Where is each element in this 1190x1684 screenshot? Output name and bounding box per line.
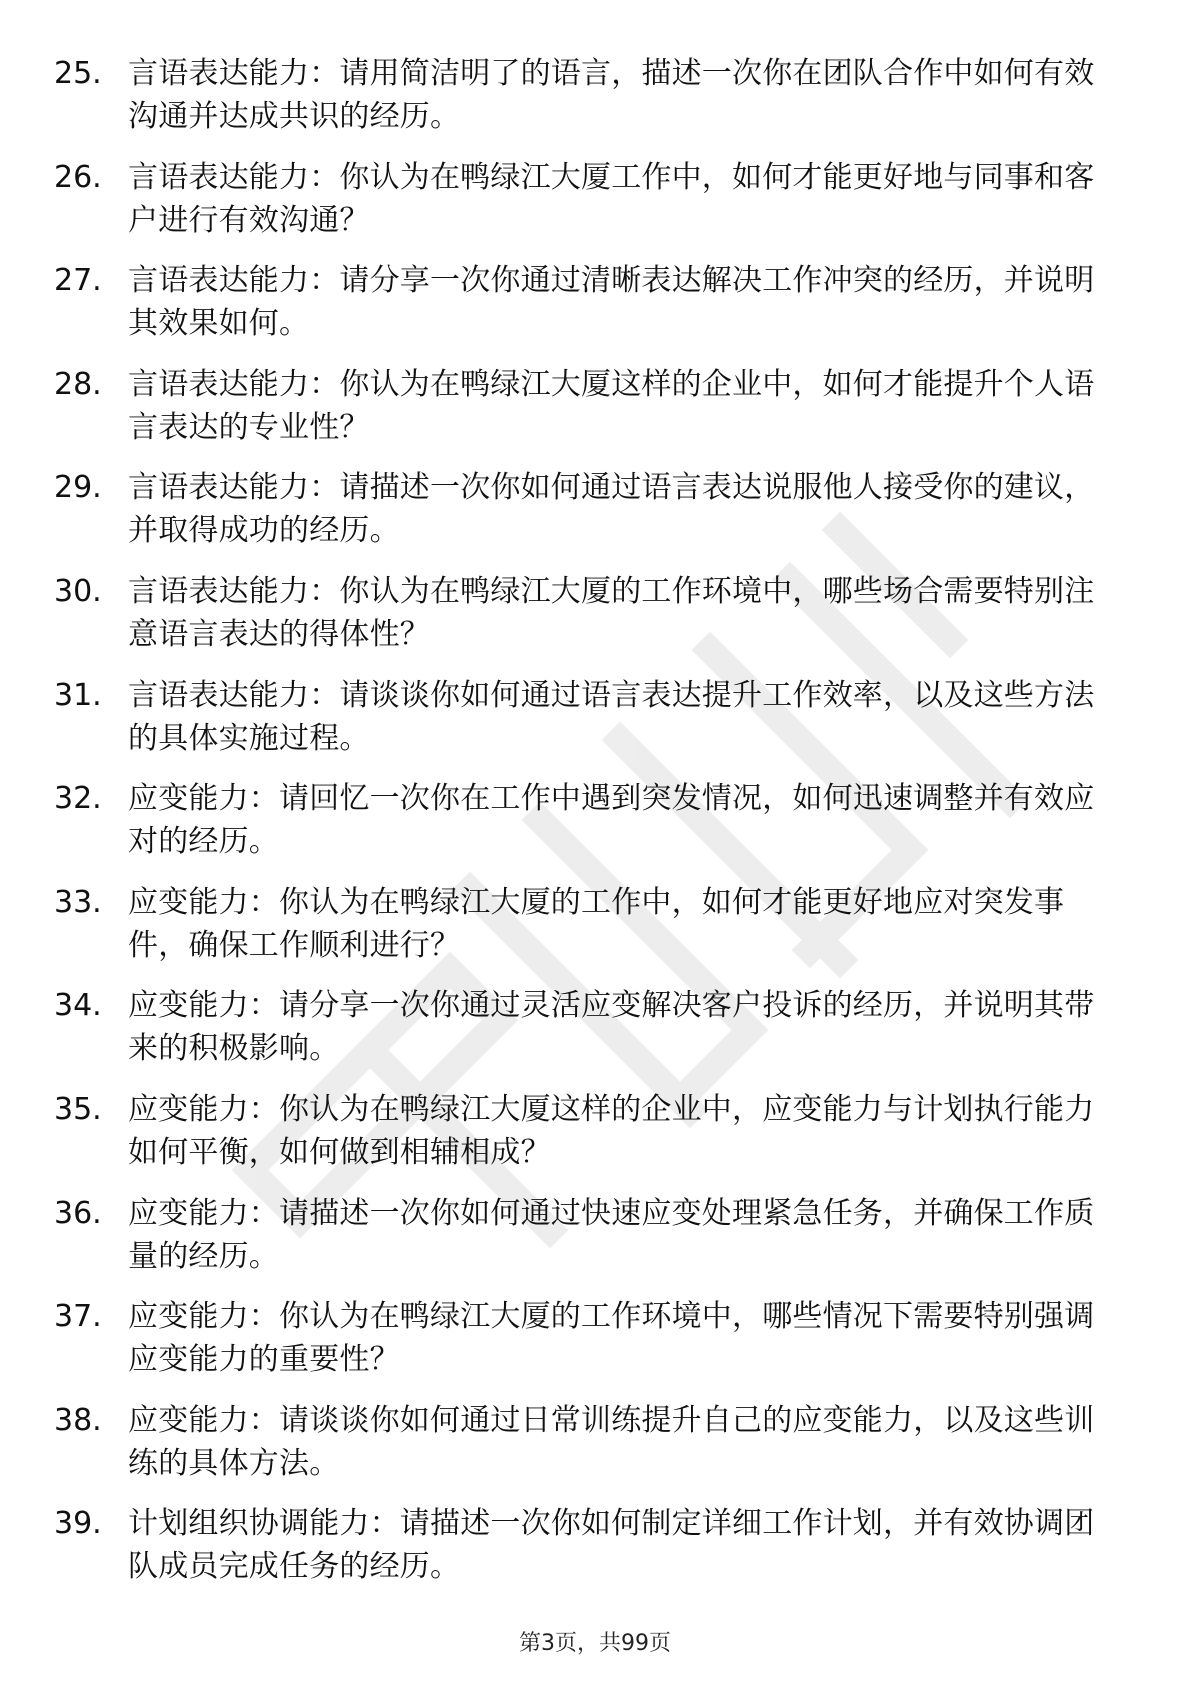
question-item-29 xyxy=(0,466,1190,570)
question-number: 35. xyxy=(54,1091,102,1127)
question-number: 32. xyxy=(54,781,102,817)
question-text: 应变能力：你认为在鸭绿江大厦的工作环境中，哪些情况下需要特别强调应变能力的重要性？ xyxy=(128,1299,1095,1378)
question-number: 33. xyxy=(54,884,102,920)
question-item-25 xyxy=(0,52,1190,156)
question-text: 言语表达能力：你认为在鸭绿江大厦的工作环境中，哪些场合需要特别注意语言表达的得体性？ xyxy=(128,573,1095,652)
question-number: 31. xyxy=(54,677,102,713)
question-item-39 xyxy=(0,1502,1190,1606)
question-text: 言语表达能力：你认为在鸭绿江大厦这样的企业中，如何才能提升个人语言表达的专业性？ xyxy=(128,366,1095,445)
question-number: 25. xyxy=(54,56,102,91)
question-number: 26. xyxy=(54,159,102,195)
question-number: 30. xyxy=(54,573,102,609)
question-text: 应变能力：请回忆一次你在工作中遇到突发情况，如何迅速调整并有效应对的经历。 xyxy=(128,781,1095,860)
question-text: 言语表达能力：请用简洁明了的语言，描述一次你在团队合作中如何有效沟通并达成共识的经历。 xyxy=(128,56,1095,134)
question-item-30 xyxy=(0,570,1190,674)
question-text: 言语表达能力：请分享一次你通过清晰表达解决工作冲突的经历，并说明其效果如何。 xyxy=(128,263,1095,342)
question-number: 37. xyxy=(54,1299,102,1335)
question-number: 39. xyxy=(54,1506,102,1542)
question-list xyxy=(0,52,1190,1606)
question-item-26 xyxy=(0,156,1190,260)
question-text: 应变能力：你认为在鸭绿江大厦这样的企业中，应变能力与计划执行能力如何平衡，如何做到相辅相成？ xyxy=(128,1091,1095,1170)
question-item-34 xyxy=(0,984,1190,1088)
question-number: 36. xyxy=(54,1195,102,1231)
question-number: 28. xyxy=(54,366,102,402)
question-text: 言语表达能力：你认为在鸭绿江大厦工作中，如何才能更好地与同事和客户进行有效沟通？ xyxy=(128,159,1095,238)
question-number: 29. xyxy=(54,470,102,506)
question-item-31 xyxy=(0,674,1190,778)
question-text: 应变能力：请谈谈你如何通过日常训练提升自己的应变能力，以及这些训练的具体方法。 xyxy=(128,1402,1095,1481)
question-text: 计划组织协调能力：请描述一次你如何制定详细工作计划，并有效协调团队成员完成任务的经历。 xyxy=(128,1506,1095,1585)
question-text: 言语表达能力：请谈谈你如何通过语言表达提升工作效率，以及这些方法的具体实施过程。 xyxy=(128,677,1095,756)
page-footer: 第3页，共99页 xyxy=(519,1631,671,1656)
question-text: 言语表达能力：请描述一次你如何通过语言表达说服他人接受你的建议，并取得成功的经历。 xyxy=(128,470,1095,549)
question-number: 27. xyxy=(54,263,102,299)
question-number: 38. xyxy=(54,1402,102,1438)
question-item-35 xyxy=(0,1088,1190,1192)
question-item-33 xyxy=(0,881,1190,985)
question-item-38 xyxy=(0,1399,1190,1503)
question-item-37 xyxy=(0,1295,1190,1399)
question-text: 应变能力：请描述一次你如何通过快速应变处理紧急任务，并确保工作质量的经历。 xyxy=(128,1195,1095,1274)
question-item-28 xyxy=(0,363,1190,467)
question-number: 34. xyxy=(54,988,102,1024)
question-item-36 xyxy=(0,1192,1190,1296)
question-text: 应变能力：你认为在鸭绿江大厦的工作中，如何才能更好地应对突发事件，确保工作顺利进行？ xyxy=(128,884,1065,963)
question-text: 应变能力：请分享一次你通过灵活应变解决客户投诉的经历，并说明其带来的积极影响。 xyxy=(128,988,1095,1067)
question-item-27 xyxy=(0,259,1190,363)
question-item-32 xyxy=(0,777,1190,881)
